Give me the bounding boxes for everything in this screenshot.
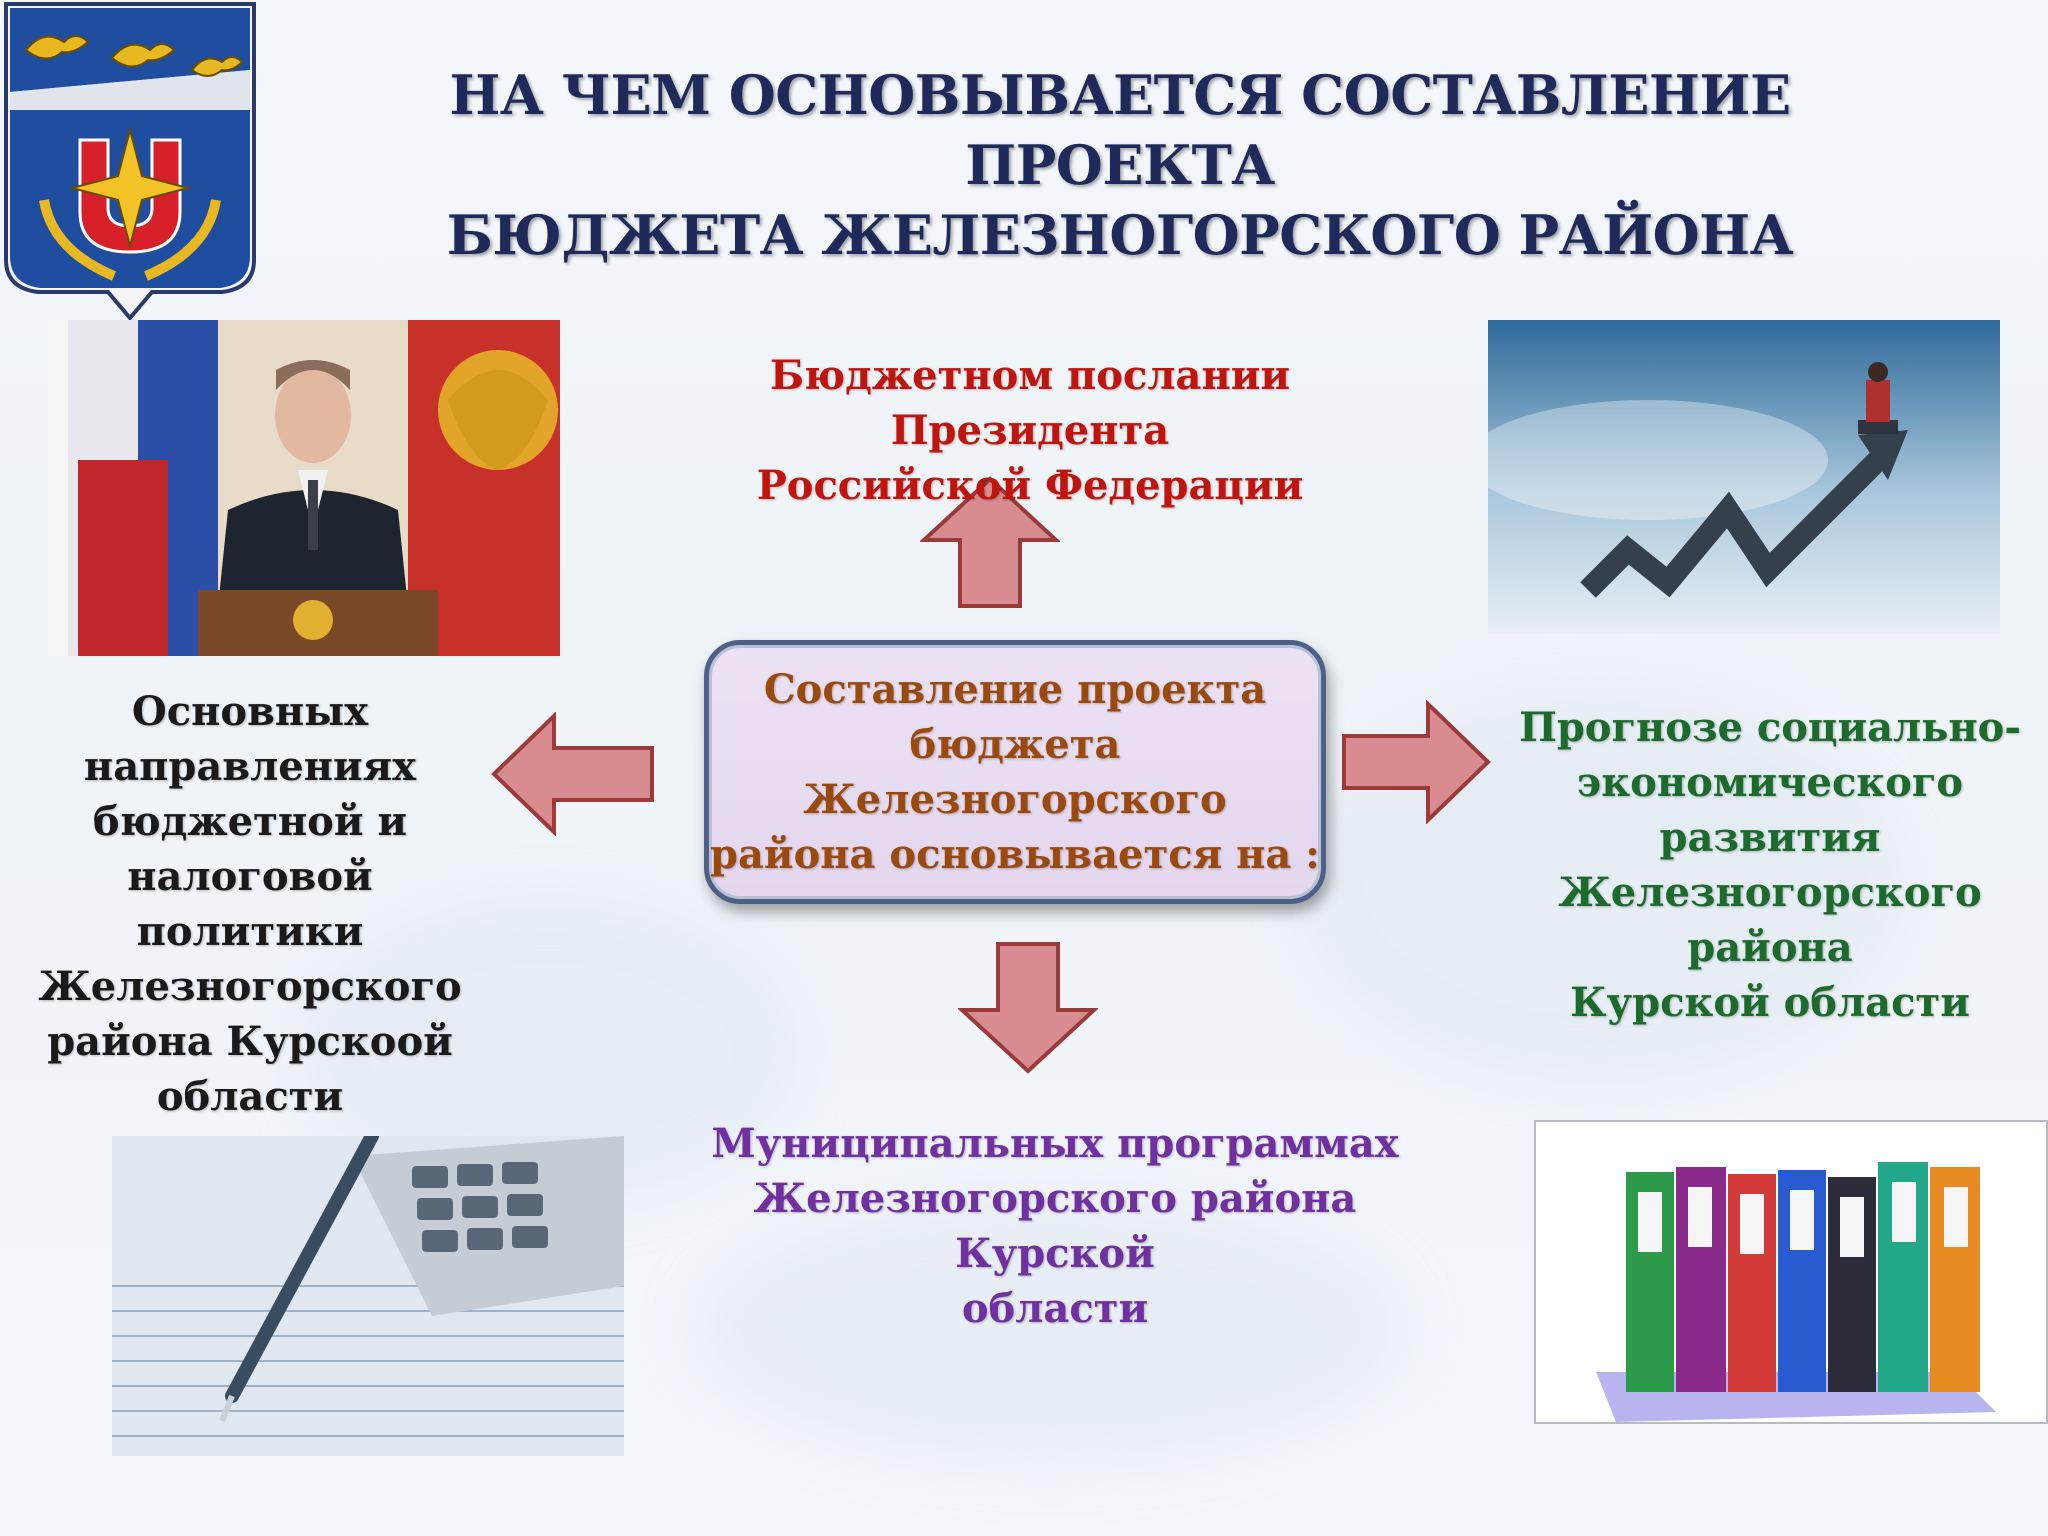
node-left-line-6: района Курскоой (47, 1018, 453, 1065)
node-bottom-label (680, 1116, 1430, 1336)
node-right-line-2: экономического развития (1576, 759, 1964, 861)
node-left-line-5: Железногорского (38, 963, 462, 1010)
center-line-1: Составление проекта (763, 666, 1267, 713)
center-label (709, 662, 1321, 882)
binders-photo (1534, 1120, 2048, 1424)
node-left-label (20, 684, 480, 1124)
arrow-down-icon (958, 940, 1098, 1074)
president-photo (48, 320, 560, 656)
node-bottom-line-2: Железногорского района Курской (753, 1175, 1357, 1277)
center-line-2: бюджета Железногорского (803, 721, 1227, 823)
arrow-right-icon (1340, 700, 1492, 824)
title-line-1: НА ЧЕМ ОСНОВЫВАЕТСЯ СОСТАВЛЕНИЕ ПРОЕКТА (449, 63, 1791, 197)
node-right-line-1: Прогнозе социально- (1519, 704, 2021, 751)
center-line-3: района основывается на : (710, 831, 1320, 878)
arrow-left-icon (490, 712, 656, 836)
growth-photo (1488, 320, 2000, 634)
node-top-line-1: Бюджетном послании Президента (769, 352, 1291, 454)
node-left-line-7: области (156, 1073, 344, 1120)
growth-arrow-icon (1488, 320, 2000, 634)
colored-binders-icon (1536, 1122, 2046, 1422)
node-bottom-line-1: Муниципальных программах (711, 1120, 1399, 1167)
node-left-line-2: направлениях (83, 743, 417, 790)
center-box (704, 640, 1326, 904)
node-left-line-4: налоговой политики (127, 853, 373, 955)
calculator-photo (112, 1136, 624, 1456)
node-right-label (1500, 700, 2040, 1030)
title-line-2: БЮДЖЕТА ЖЕЛЕЗНОГОРСКОГО РАЙОНА (446, 203, 1794, 267)
page-title (340, 60, 1900, 270)
president-at-podium-icon (48, 320, 560, 656)
node-top-label (640, 348, 1420, 513)
coat-of-arms-icon (2, 0, 258, 322)
node-right-line-4: Курской области (1570, 979, 1970, 1026)
node-top-line-2: Российской Федерации (756, 462, 1304, 509)
calculator-pen-spreadsheet-icon (112, 1136, 624, 1456)
node-right-line-3: Железногорского района (1558, 869, 1982, 971)
node-bottom-line-3: области (961, 1285, 1149, 1332)
node-left-line-3: бюджетной и (92, 798, 408, 845)
node-left-line-1: Основных (131, 688, 369, 735)
